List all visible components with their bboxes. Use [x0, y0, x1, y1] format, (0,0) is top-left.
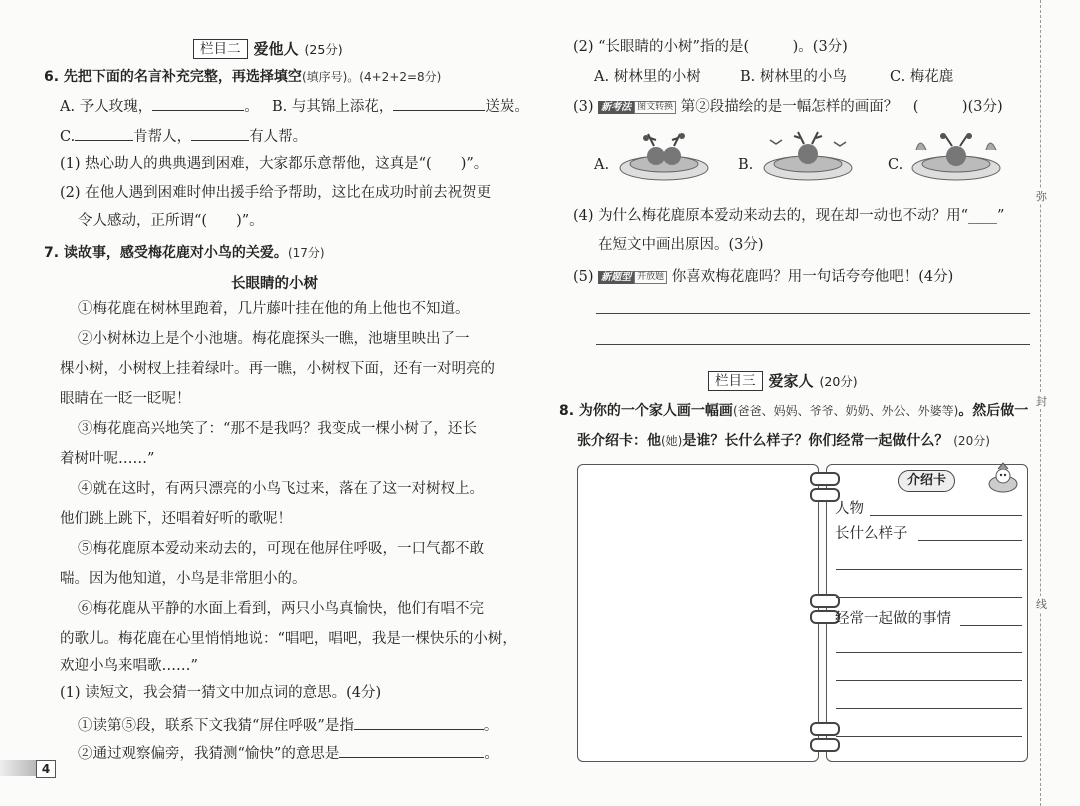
- q6-c-blank-2[interactable]: [191, 126, 249, 141]
- section-header-2: [193, 38, 343, 59]
- binder-ring: [810, 722, 840, 736]
- q6-c-blank-1[interactable]: [75, 126, 133, 141]
- card-together-line-3[interactable]: [836, 680, 1022, 681]
- section-box: 栏目三: [708, 371, 763, 391]
- card-together-line-2[interactable]: [836, 652, 1022, 653]
- story-line: 眼睛在一眨一眨呢！: [60, 391, 191, 407]
- q6-c-mid: 肯帮人，: [133, 129, 192, 145]
- q7-sub-3: [573, 98, 1003, 116]
- card-field-looks: 长什么样子: [835, 526, 908, 542]
- page-number: 4: [36, 760, 56, 778]
- story-line: 着树叶呢……”: [60, 451, 155, 467]
- q6-a-text: A. 予人玫瑰，: [60, 99, 153, 115]
- story-line: ⑥梅花鹿从平静的水面上看到，两只小鸟真愉快，他们有唱不完: [78, 601, 484, 617]
- card-title: 介绍卡: [898, 470, 955, 492]
- q6-line-b: [272, 96, 529, 116]
- q6-b-text: B. 与其锦上添花，: [272, 99, 394, 115]
- q6-a-blank[interactable]: [152, 96, 244, 111]
- pond-deer-image-a: [616, 130, 712, 182]
- question-8-line-2: [577, 430, 990, 450]
- q7-sub-1a-blank[interactable]: [354, 715, 484, 730]
- q7-sub-2: (2) “长眼睛的小树”指的是( )。(3分): [573, 39, 848, 55]
- section-name: 爱家人: [768, 372, 814, 390]
- story-line: ③梅花鹿高兴地笑了：“那不是我吗？我变成一棵小树了，还长: [78, 421, 477, 437]
- q8-line2-c: 是谁？长什么样子？你们经常一起做什么？: [682, 433, 949, 449]
- q7-sub-4-line-1: (4) 为什么梅花鹿原本爱动来动去的，现在却一动也不动？用“____”: [573, 208, 1005, 224]
- pond-deer-image-b: [760, 130, 856, 182]
- q7-sub-1b-text: ②通过观察偏旁，我猜测“愉快”的意思是: [78, 746, 340, 762]
- q6-sentence-2a: (2) 在他人遇到困难时伸出援手给予帮助，这比在成功时前去祝贺更: [60, 185, 492, 201]
- card-together-line[interactable]: [960, 625, 1022, 626]
- margin-label-mi: 弥: [1036, 190, 1047, 203]
- new-method-tag: 新考法: [598, 101, 634, 114]
- q8-text-a: 8. 为你的一个家人画一幅画: [559, 403, 733, 419]
- question-7-prompt: [44, 242, 325, 262]
- q6-a-end: 。: [244, 99, 259, 115]
- image-text-tag: 图文转换: [634, 101, 676, 114]
- section-box: 栏目二: [193, 39, 248, 59]
- margin-label-xian: 线: [1036, 598, 1047, 611]
- binder-ring: [810, 738, 840, 752]
- story-line: ⑤梅花鹿原本爱动来动去的，可现在他屏住呼吸，一口气都不敢: [78, 541, 484, 557]
- answer-line-1[interactable]: [596, 313, 1030, 314]
- card-person-line[interactable]: [870, 515, 1022, 516]
- story-line: 棵小树，小树杈上挂着绿叶。再一瞧，小树杈下面，还有一对明亮的: [60, 361, 495, 377]
- q7-sub-1b-end: 。: [484, 746, 499, 762]
- q7-sub-3-text: 第②段描绘的是一幅怎样的画面？ ( )(3分): [680, 99, 1003, 115]
- card-looks-line-2[interactable]: [836, 569, 1022, 570]
- card-field-together: 经常一起做的事情: [835, 611, 951, 627]
- binder-ring: [810, 472, 840, 486]
- q7-text: 7. 读故事，感受梅花鹿对小鸟的关爱。: [44, 245, 288, 261]
- q7-sub-3-option-a[interactable]: A.: [594, 157, 610, 173]
- q6-line-c: [60, 126, 307, 146]
- question-8-line-1: [559, 400, 1028, 420]
- section-score: (20分): [819, 373, 858, 389]
- section-name: 爱他人: [253, 40, 299, 58]
- q7-sub-5-text: 你喜欢梅花鹿吗？用一句话夸夸他吧！(4分): [671, 269, 954, 285]
- pond-deer-image-c: [908, 130, 1004, 182]
- q8-text-c: 。然后做一: [958, 403, 1029, 419]
- q6-text: 6. 先把下面的名言补充完整，再选择填空: [44, 69, 302, 85]
- q7-sub-5-label: (5): [573, 269, 594, 285]
- q6-sentence-2b: 令人感动，正所谓“( )”。: [78, 213, 264, 229]
- q7-sub-3-option-c[interactable]: C.: [888, 157, 904, 173]
- story-line: 喘。因为他知道，小鸟是非常胆小的。: [60, 571, 307, 587]
- question-6-prompt: [44, 66, 441, 86]
- q8-score: (20分): [953, 434, 990, 448]
- q7-sub-1a-text: ①读第⑤段，联系下文我猜“屏住呼吸”是指: [78, 718, 354, 734]
- q6-line-a: [60, 96, 259, 116]
- q7-score: (17分): [287, 246, 325, 260]
- drawing-area[interactable]: [577, 464, 819, 762]
- card-together-line-4[interactable]: [836, 708, 1022, 709]
- card-looks-line[interactable]: [918, 540, 1022, 541]
- story-line: 的歌儿。梅花鹿在心里悄悄地说：“唱吧，唱吧，我是一棵快乐的小树，: [60, 631, 517, 647]
- answer-line-2[interactable]: [596, 344, 1030, 345]
- q7-sub-3-label: (3): [573, 99, 594, 115]
- q6-c-label: C.: [60, 129, 76, 145]
- story-line: ①梅花鹿在树林里跑着，几片藤叶挂在他的角上他也不知道。: [78, 301, 470, 317]
- q7-sub-1a: [78, 715, 498, 735]
- q6-note: (填序号)。(4+2+2=8分): [301, 70, 442, 84]
- q7-sub-5: [573, 268, 953, 286]
- story-line: ②小树林边上是个小池塘。梅花鹿探头一瞧，池塘里映出了一: [78, 331, 470, 347]
- card-looks-line-3[interactable]: [836, 597, 1022, 598]
- card-field-person: 人物: [835, 501, 864, 517]
- q7-sub-1b: [78, 743, 499, 763]
- q8-line2-a: 张介绍卡：他: [577, 433, 661, 449]
- q7-sub-2-option-c[interactable]: C. 梅花鹿: [890, 69, 954, 85]
- section-score: (25分): [304, 41, 343, 57]
- page-number-tab: [0, 760, 56, 776]
- open-question-tag: 开放题: [634, 271, 667, 284]
- q7-sub-2-option-b[interactable]: B. 树林里的小鸟: [740, 69, 847, 85]
- card-together-line-5[interactable]: [836, 736, 1022, 737]
- q8-line2-b: (她): [661, 434, 683, 448]
- q6-b-blank[interactable]: [393, 96, 485, 111]
- q7-sub-2-option-a[interactable]: A. 树林里的小树: [594, 69, 701, 85]
- q6-c-end: 有人帮。: [249, 129, 308, 145]
- new-type-tag: 新题型: [598, 271, 634, 284]
- q7-sub-1: (1) 读短文，我会猜一猜文中加点词的意思。(4分): [60, 685, 382, 701]
- section-header-3: [708, 370, 858, 391]
- q7-sub-4-line-2: 在短文中画出原因。(3分): [598, 237, 764, 253]
- q7-sub-3-option-b[interactable]: B.: [738, 157, 754, 173]
- story-line: 欢迎小鸟来唱歌……”: [60, 658, 198, 674]
- q7-sub-1b-blank[interactable]: [339, 743, 484, 758]
- q8-family-note: (爸爸、妈妈、爷爷、奶奶、外公、外婆等): [732, 404, 959, 418]
- q6-b-end: 送炭。: [485, 99, 529, 115]
- story-title: 长眼睛的小树: [231, 276, 318, 292]
- story-line: ④就在这时，有两只漂亮的小鸟飞过来，落在了这一对树杈上。: [78, 481, 484, 497]
- margin-label-feng: 封: [1036, 395, 1047, 408]
- story-line: 他们跳上跳下，还唱着好听的歌呢！: [60, 511, 292, 527]
- q7-sub-1a-end: 。: [483, 718, 499, 734]
- q6-sentence-1: (1) 热心助人的典典遇到困难，大家都乐意帮他，这真是“( )”。: [60, 156, 489, 172]
- cartoon-mascot-icon: [986, 462, 1020, 494]
